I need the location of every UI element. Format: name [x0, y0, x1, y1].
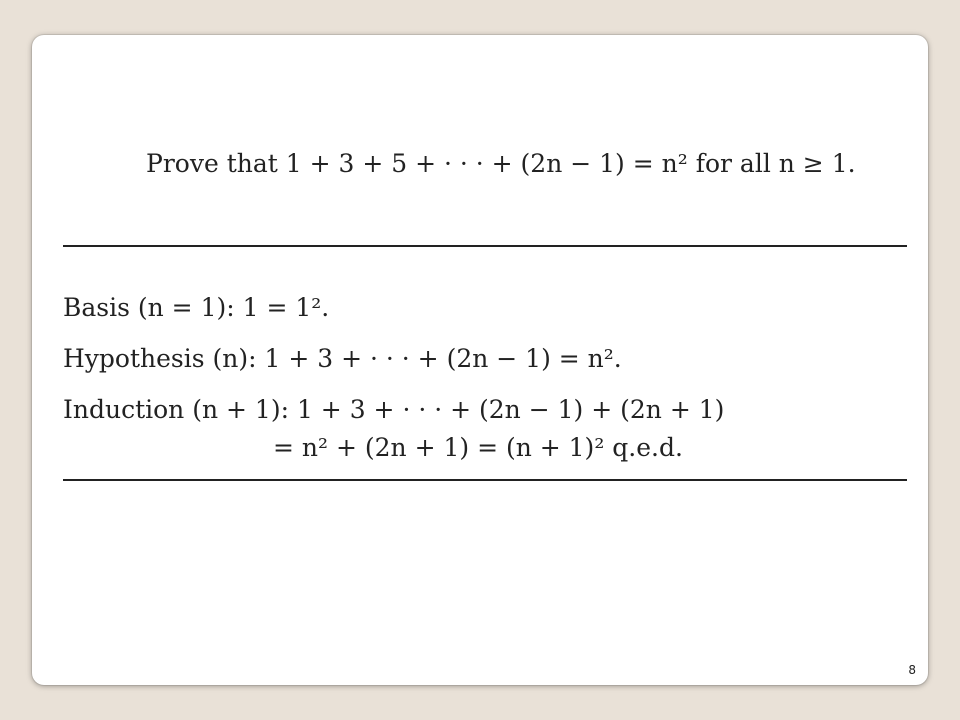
problem-statement: Prove that 1 + 3 + 5 + · · · + (2n − 1) = n² for all n ≥ 1. [146, 149, 856, 178]
basis-step: Basis (n = 1): 1 = 1². [63, 293, 330, 322]
slide [32, 35, 928, 685]
induction-step-line-2: = n² + (2n + 1) = (n + 1)² q.e.d. [273, 433, 683, 462]
induction-step-line-1: Induction (n + 1): 1 + 3 + · · · + (2n − 1) + (2n + 1) [63, 395, 725, 424]
bottom-divider [63, 479, 907, 481]
hypothesis-step: Hypothesis (n): 1 + 3 + · · · + (2n − 1) = n². [63, 344, 622, 373]
top-divider [63, 245, 907, 247]
page-number: 8 [908, 663, 916, 677]
